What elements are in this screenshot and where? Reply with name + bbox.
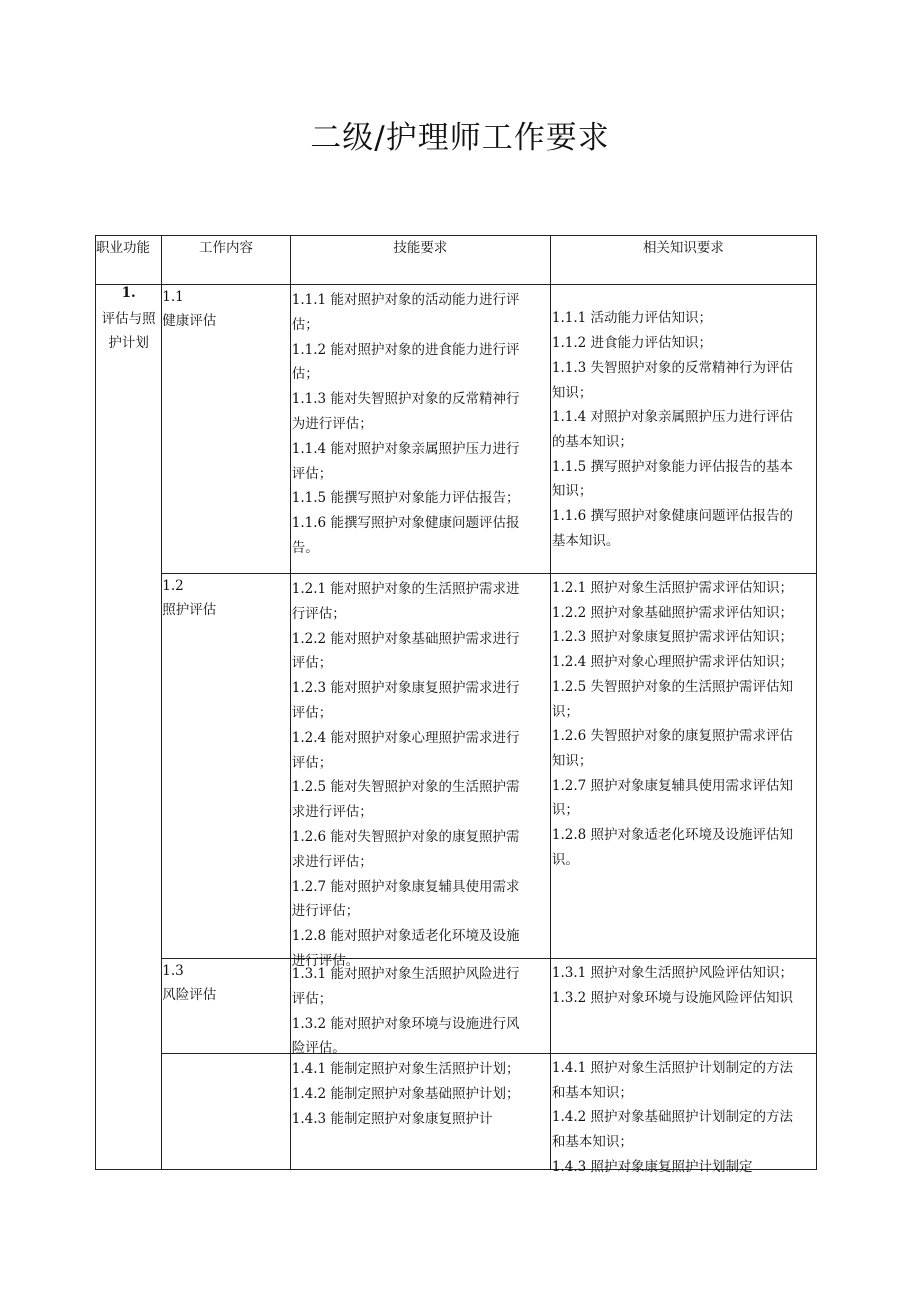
work-name: 风险评估 <box>162 987 217 1003</box>
text-line: 1.2.7 照护对象康复辅具使用需求评估知 <box>551 777 794 794</box>
skill-list <box>291 959 550 1061</box>
page-title: 二级/护理师工作要求 <box>310 120 610 156</box>
text-line: 1.1.5 撰写照护对象能力评估报告的基本 <box>551 458 794 475</box>
skill-clip <box>291 574 550 969</box>
function-name-line: 护计划 <box>108 335 149 351</box>
work-requirements-table <box>95 235 817 1175</box>
text-line: 的基本知识； <box>551 434 633 450</box>
function-number: 1. <box>121 285 136 301</box>
text-line: 识； <box>551 802 579 819</box>
text-line: 1.1.3 能对失智照护对象的反常精神行 <box>291 391 520 408</box>
knowledge-list <box>551 959 816 1010</box>
work-number: 1.1 <box>162 289 184 305</box>
work-cell <box>162 285 291 574</box>
skill-list <box>291 574 550 974</box>
text-line: 告。 <box>291 539 319 556</box>
knowledge-list <box>551 574 816 872</box>
text-line: 1.1.6 撰写照护对象健康问题评估报告的 <box>551 508 794 525</box>
header-function: 职业功能 <box>96 236 162 285</box>
knowledge-cell <box>550 574 816 959</box>
text-line: 1.4.1 照护对象生活照护计划制定的方法 <box>551 1060 794 1076</box>
table-row <box>96 285 817 574</box>
work-number: 1.2 <box>162 578 184 594</box>
text-line: 1.1.2 进食能力评估知识； <box>551 335 713 352</box>
text-line: 为进行评估； <box>291 415 373 432</box>
skill-cell <box>290 1054 550 1170</box>
text-line: 1.4.3 能制定照护对象康复照护计 <box>291 1110 493 1127</box>
text-line: 和基本知识； <box>551 1134 633 1151</box>
text-line: 基本知识。 <box>551 532 620 549</box>
text-line: 1.2.2 照护对象基础照护需求评估知识； <box>551 604 794 621</box>
text-line: 识。 <box>551 851 579 868</box>
header-work: 工作内容 <box>162 236 291 285</box>
work-cell <box>162 1054 291 1170</box>
text-line: 1.2.1 照护对象生活照护需求评估知识； <box>551 580 794 596</box>
text-line: 1.2.1 能对照护对象的生活照护需求进 <box>291 581 520 597</box>
skill-cell <box>290 959 550 1057</box>
knowledge-cell <box>550 1054 816 1175</box>
work-cell <box>162 959 291 1054</box>
text-line: 1.1.4 对照护对象亲属照护压力进行评估 <box>551 409 794 426</box>
skill-list <box>291 285 550 561</box>
knowledge-list <box>551 304 816 553</box>
text-line: 知识； <box>551 752 593 769</box>
text-line: 1.4.2 照护对象基础照护计划制定的方法 <box>551 1109 794 1126</box>
knowledge-cell <box>550 959 816 1054</box>
text-line: 和基本知识； <box>551 1084 633 1101</box>
text-line: 1.4.3 照护对象康复照护计划制定 <box>551 1158 753 1175</box>
text-line: 险评估。 <box>291 1040 346 1057</box>
text-line: 求进行评估； <box>291 853 373 870</box>
text-line: 1.1.6 能撰写照护对象健康问题评估报 <box>291 515 520 532</box>
knowledge-clip <box>551 1054 816 1175</box>
text-line: 评估； <box>291 655 333 672</box>
text-line: 1.2.6 能对失智照护对象的康复照护需 <box>291 828 520 845</box>
text-line: 1.4.2 能制定照护对象基础照护计划； <box>291 1085 520 1102</box>
function-cell <box>96 285 162 1170</box>
skill-clip <box>291 959 550 1057</box>
text-line: 1.2.8 能对照护对象适老化环境及设施 <box>291 928 520 945</box>
text-line: 1.1.4 能对照护对象亲属照护压力进行 <box>291 440 520 457</box>
text-line: 1.1.3 失智照护对象的反常精神行为评估 <box>551 359 794 376</box>
text-line: 1.2.7 能对照护对象康复辅具使用需求 <box>291 878 520 895</box>
text-line: 1.1.5 能撰写照护对象能力评估报告； <box>291 490 520 507</box>
text-line: 1.2.3 照护对象康复照护需求评估知识； <box>551 629 794 646</box>
function-name-line: 评估与照 <box>101 311 156 327</box>
text-line: 评估； <box>291 704 333 721</box>
text-line: 1.1.1 活动能力评估知识； <box>551 310 713 327</box>
text-line: 进行评估。 <box>291 952 360 969</box>
text-line: 求进行评估； <box>291 804 373 821</box>
text-line: 估； <box>291 316 319 333</box>
skill-cell <box>290 574 550 969</box>
header-skill: 技能要求 <box>290 236 550 285</box>
text-line: 知识； <box>551 483 593 500</box>
text-line: 1.3.2 能对照护对象环境与设施进行风 <box>291 1015 520 1032</box>
text-line: 知识； <box>551 384 593 401</box>
text-line: 1.3.2 照护对象环境与设施风险评估知识 <box>551 989 794 1006</box>
text-line: 评估； <box>291 465 333 482</box>
text-line: 1.2.2 能对照护对象基础照护需求进行 <box>291 630 520 647</box>
text-line: 1.3.1 照护对象生活照护风险评估知识； <box>551 965 794 981</box>
text-line: 进行评估； <box>291 903 360 920</box>
work-number: 1.3 <box>162 963 184 979</box>
text-line: 1.2.5 失智照护对象的生活照护需评估知 <box>551 678 794 695</box>
table-header-row <box>96 236 817 285</box>
text-line: 估； <box>291 366 319 383</box>
text-line: 1.4.1 能制定照护对象生活照护计划； <box>291 1061 520 1077</box>
text-line: 1.2.6 失智照护对象的康复照护需求评估 <box>551 728 794 745</box>
header-knowledge: 相关知识要求 <box>550 236 816 285</box>
table-row <box>96 1054 817 1170</box>
work-cell <box>162 574 291 959</box>
skill-list <box>291 1054 550 1131</box>
text-line: 1.2.4 能对照护对象心理照护需求进行 <box>291 729 520 746</box>
knowledge-list <box>551 1054 816 1180</box>
text-line: 行评估； <box>291 605 346 622</box>
text-line: 1.1.2 能对照护对象的进食能力进行评 <box>291 341 520 358</box>
text-line: 1.2.8 照护对象适老化环境及设施评估知 <box>551 827 794 844</box>
knowledge-cell <box>550 285 816 574</box>
text-line: 1.2.5 能对失智照护对象的生活照护需 <box>291 779 520 796</box>
text-line: 1.2.3 能对照护对象康复照护需求进行 <box>291 680 520 697</box>
text-line: 评估； <box>291 754 333 771</box>
text-line: 1.2.4 照护对象心理照护需求评估知识； <box>551 654 794 671</box>
work-name: 照护评估 <box>162 602 217 618</box>
text-line: 评估； <box>291 990 333 1007</box>
text-line: 1.3.1 能对照护对象生活照护风险进行 <box>291 966 520 982</box>
skill-cell <box>290 285 550 574</box>
table-row <box>96 959 817 1054</box>
text-line: 1.1.1 能对照护对象的活动能力进行评 <box>291 292 520 308</box>
text-line: 识； <box>551 703 579 720</box>
work-name: 健康评估 <box>162 313 217 329</box>
table-row <box>96 574 817 959</box>
